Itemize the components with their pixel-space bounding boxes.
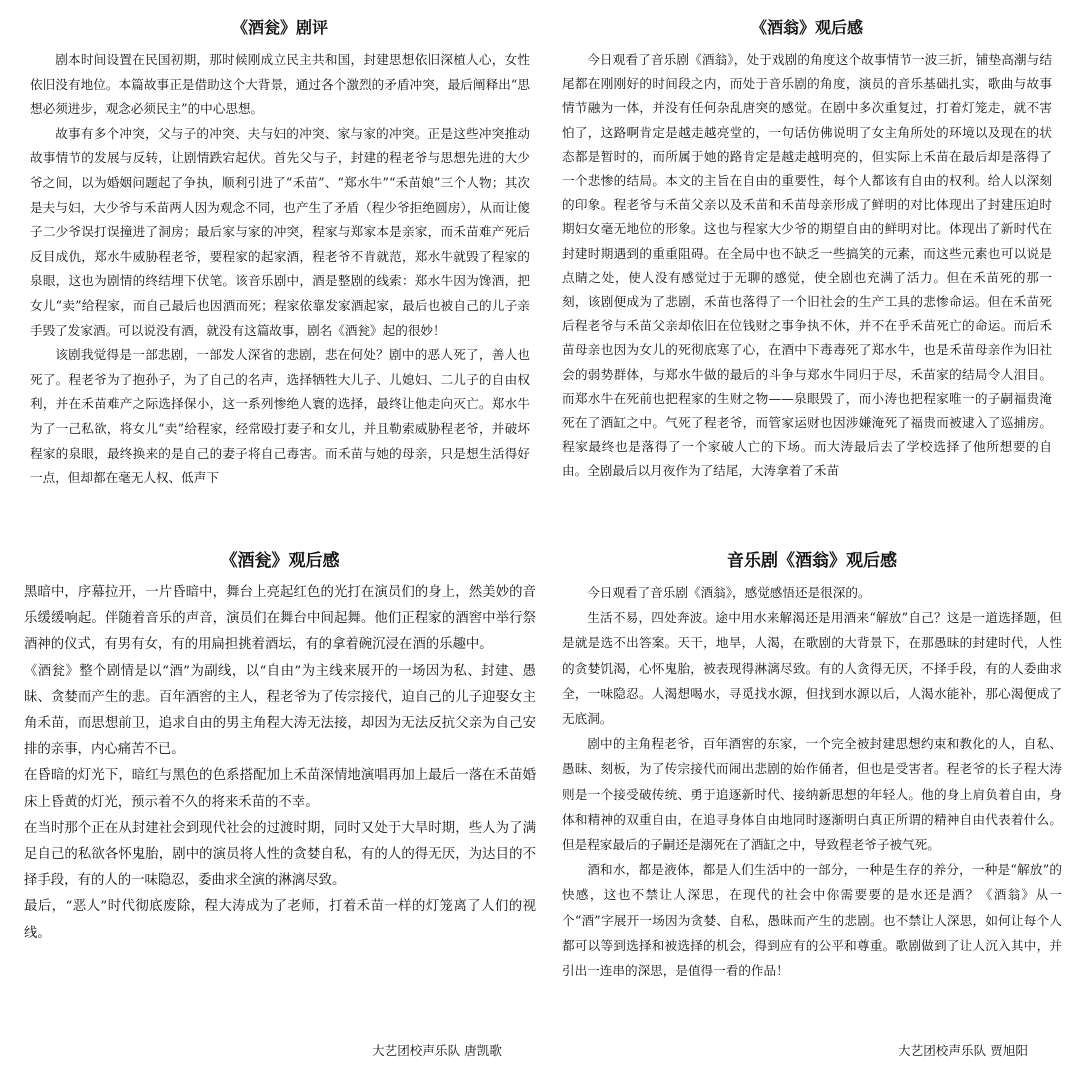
article-paragraph: 生活不易，四处奔波。途中用水来解渴还是用酒来“解放”自己？这是一道选择题，但是就是选不出答案。天干，地旱，人渴，在歌剧的大背景下，在那愚昧的封建时代，人性的贪婪饥渴，心怀鬼胎，被表现得淋漓尽致。有的人贪得无厌，不择手段，有的人委曲求全，一味隐忍。人渴想喝水，寻觅找水源，但找到水源以后，人渴水能补，那心渴便成了无底洞。 [562,610,1062,727]
article-title: 音乐剧《酒翁》观后感 [727,551,897,571]
article-paragraph: 故事有多个冲突，父与子的冲突、夫与妇的冲突、家与家的冲突。正是这些冲突推动故事情节的发展与反转，让剧情跌宕起伏。首先父与子，封建的程老爷与思想先进的大少爷之间，以为婚姻问题起了争执，顺利引进了“禾苗”、“郑水牛”“禾苗娘”三个人物；其次是夫与妇，大少爷与禾苗两人因为观念不同，也产生了矛盾（程少爷拒绝圆房），从而让傻子二少爷误打误撞进了洞房；最后家与家的冲突，程家与郑家本是亲家，而禾苗难产死后反目成仇，郑水牛威胁程老爷，要程家的起家酒，程老爷不肯就范，郑水牛就毁了程家的泉眼，这也为剧情的终结埋下伏笔。该音乐剧中，酒是整剧的线索：郑水牛因为馋酒，把女儿“卖”给程家，而自己最后也因酒而死；程家依靠发家酒起家，最后也被自己的儿子亲手毁了发家酒。可以说没有酒，就没有这篇故事，剧名《酒瓮》起的很妙！ [30,125,530,338]
author-signature: 大艺团校声乐队 贾旭阳 [898,1043,1028,1058]
article-paragraph: 《酒瓮》整个剧情是以“酒”为副线，以“自由”为主线来展开的一场因为私、封建、愚昧、贪婪而产生的悲。百年酒窖的主人，程老爷为了传宗接代，迫自己的儿子迎娶女主角禾苗，而思想前卫，追求自由的男主角程大涛无法接，却因为无法反抗父亲为自己安排的亲事，内心痛苦不已。 [24,663,536,758]
article-paragraph: 剧中的主角程老爷，百年酒窖的东家，一个完全被封建思想约束和教化的人，自私、愚昧、刻板，为了传宗接代而闹出悲剧的始作俑者，但也是受害者。程老爷的长子程大涛则是一个接受破传统、勇于追逐新时代、接纳新思想的年轻人。他的身上肩负着自由，身体和精神的双重自由，在追寻身体自由地同时逐渐明白真正所谓的精神自由代表着什么。但是程家最后的子嗣还是溺死在了酒缸之中，导致程老爷子被气死。 [562,736,1062,853]
review-top-left [30,16,530,528]
review-top-right [562,16,1052,528]
author-signature: 大艺团校声乐队 唐凯歌 [372,1043,502,1058]
article-paragraph: 最后，“恶人”时代彻底废除，程大涛成为了老师，打着禾苗一样的灯笼离了人们的视线。 [24,899,536,941]
review-bottom-left [24,548,536,1018]
article-paragraph: 酒和水，都是液体，都是人们生活中的一部分，一种是生存的养分，一种是“解放”的快感，这也不禁让人深思，在现代的社会中你需要要的是水还是酒？《酒翁》从一个“酒”字展开一场因为贪婪、自私，愚昧而产生的悲剧。也不禁让人深思，如何让每个人都可以等到选择和被选择的机会，得到应有的公平和尊重。歌剧做到了让人沉入其中，并引出一连串的深思，是值得一看的作品！ [562,862,1062,979]
article-paragraph: 今日观看了音乐剧《酒翁》，处于戏剧的角度这个故事情节一波三折，铺垫高潮与结尾都在刚刚好的时间段之内，而处于音乐剧的角度，演员的音乐基础扎实，歌曲与故事情节融为一体，并没有任何杂乱唐突的感觉。在剧中多次重复过，打着灯笼走，就不害怕了，这路啊肯定是越走越亮堂的，一句话仿佛说明了女主角所处的环境以及现在的状态都是暂时的，而所属于她的路肯定是越走越明亮的，但实际上禾苗在最后却是落得了一个悲惨的结局。本文的主旨在自由的重要性，每个人都该有自由的权利。给人以深刻的印象。程老爷与禾苗父亲以及禾苗和禾苗母亲形成了鲜明的对比体现出了封建压迫时期妇女毫无地位的形象。这也与程家大少爷的期望自由的鲜明对比。体现出了新时代在封建时期遇到的重重阻碍。在全局中也不缺乏一些搞笑的元素，而这些元素也可以说是点睛之处，使人没有感觉过于无聊的感觉，使全剧也充满了活力。但在禾苗死的那一刻，该剧便成为了悲剧，禾苗也落得了一个旧社会的生产工具的悲惨命运。但在禾苗死后程老爷与禾苗父亲却依旧在位钱财之事争执不休，并不在乎禾苗死亡的命运。而后禾苗母亲也因为女儿的死彻底寒了心，在酒中下毒毒死了郑水牛，也是禾苗母亲作为旧社会的弱势群体，与郑水牛做的最后的斗争与郑水牛同归于尽，禾苗家的结局令人泪目。而郑水牛在死前也把程家的生财之物——泉眼毁了，而小涛也把程家唯一的子嗣福贵淹死在了酒缸之中。气死了程老爷，而管家运财也因涉嫌淹死了福贵而被逮入了巡捕房。程家最终也是落得了一个家破人亡的下场。而大涛最后去了学校选择了他所想要的自由。全剧最后以月夜作为了结尾，大涛拿着了禾苗 [562,52,1052,479]
article-paragraph: 在当时那个正在从封建社会到现代社会的过渡时期，同时又处于大旱时期，些人为了满足自己的私欲各怀鬼胎，剧中的演员将人性的贪婪自私，有的人的得无厌，为达目的不择手段，有的人的一味隐忍，委曲求全演的淋漓尽致。 [24,820,536,889]
article-paragraph: 在昏暗的灯光下，暗红与黑色的色系搭配加上禾苗深情地演唱再加上最后一落在禾苗婚床上昏黄的灯光，预示着不久的将来禾苗的不幸。 [24,768,536,810]
article-title: 《酒瓮》观后感 [220,551,340,571]
article-title: 《酒瓮》剧评 [231,18,328,37]
article-paragraph: 该剧我觉得是一部悲剧，一部发人深省的悲剧，悲在何处？剧中的恶人死了，善人也死了。程老爷为了抱孙子，为了自己的名声，选择牺牲大儿子、儿媳妇、二儿子的自由权利，并在禾苗难产之际选择保小，这一系列惨绝人寰的选择，最终让他走向灭亡。郑水牛为了一己私欲，将女儿“卖”给程家，经常殴打妻子和女儿，并且勒索威胁程老爷，并破坏程家的泉眼，最终换来的是自己的妻子将自己毒害。而禾苗与她的母亲，只是想生活得好一点，但却都在毫无人权、低声下 [30,347,530,486]
article-paragraph: 黑暗中，序幕拉开，一片昏暗中，舞台上亮起红色的光打在演员们的身上，然美妙的音乐缓缓响起。伴随着音乐的声音，演员们在舞台中间起舞。他们正程家的酒窖中举行祭酒神的仪式，有男有女，有的用扁担挑着酒坛，有的拿着碗沉浸在酒的乐趣中。 [24,585,536,653]
article-paragraph: 今日观看了音乐剧《酒翁》，感觉感悟还是很深的。 [587,585,871,600]
review-bottom-right [562,548,1062,1028]
article-title: 《酒翁》观后感 [750,18,863,37]
article-paragraph: 剧本时间设置在民国初期，那时候刚成立民主共和国，封建思想依旧深植人心，女性依旧没有地位。本篇故事正是借助这个大背景，通过各个激烈的矛盾冲突，最后阐释出“思想必须进步，观念必须民主”的中心思想。 [30,52,530,117]
